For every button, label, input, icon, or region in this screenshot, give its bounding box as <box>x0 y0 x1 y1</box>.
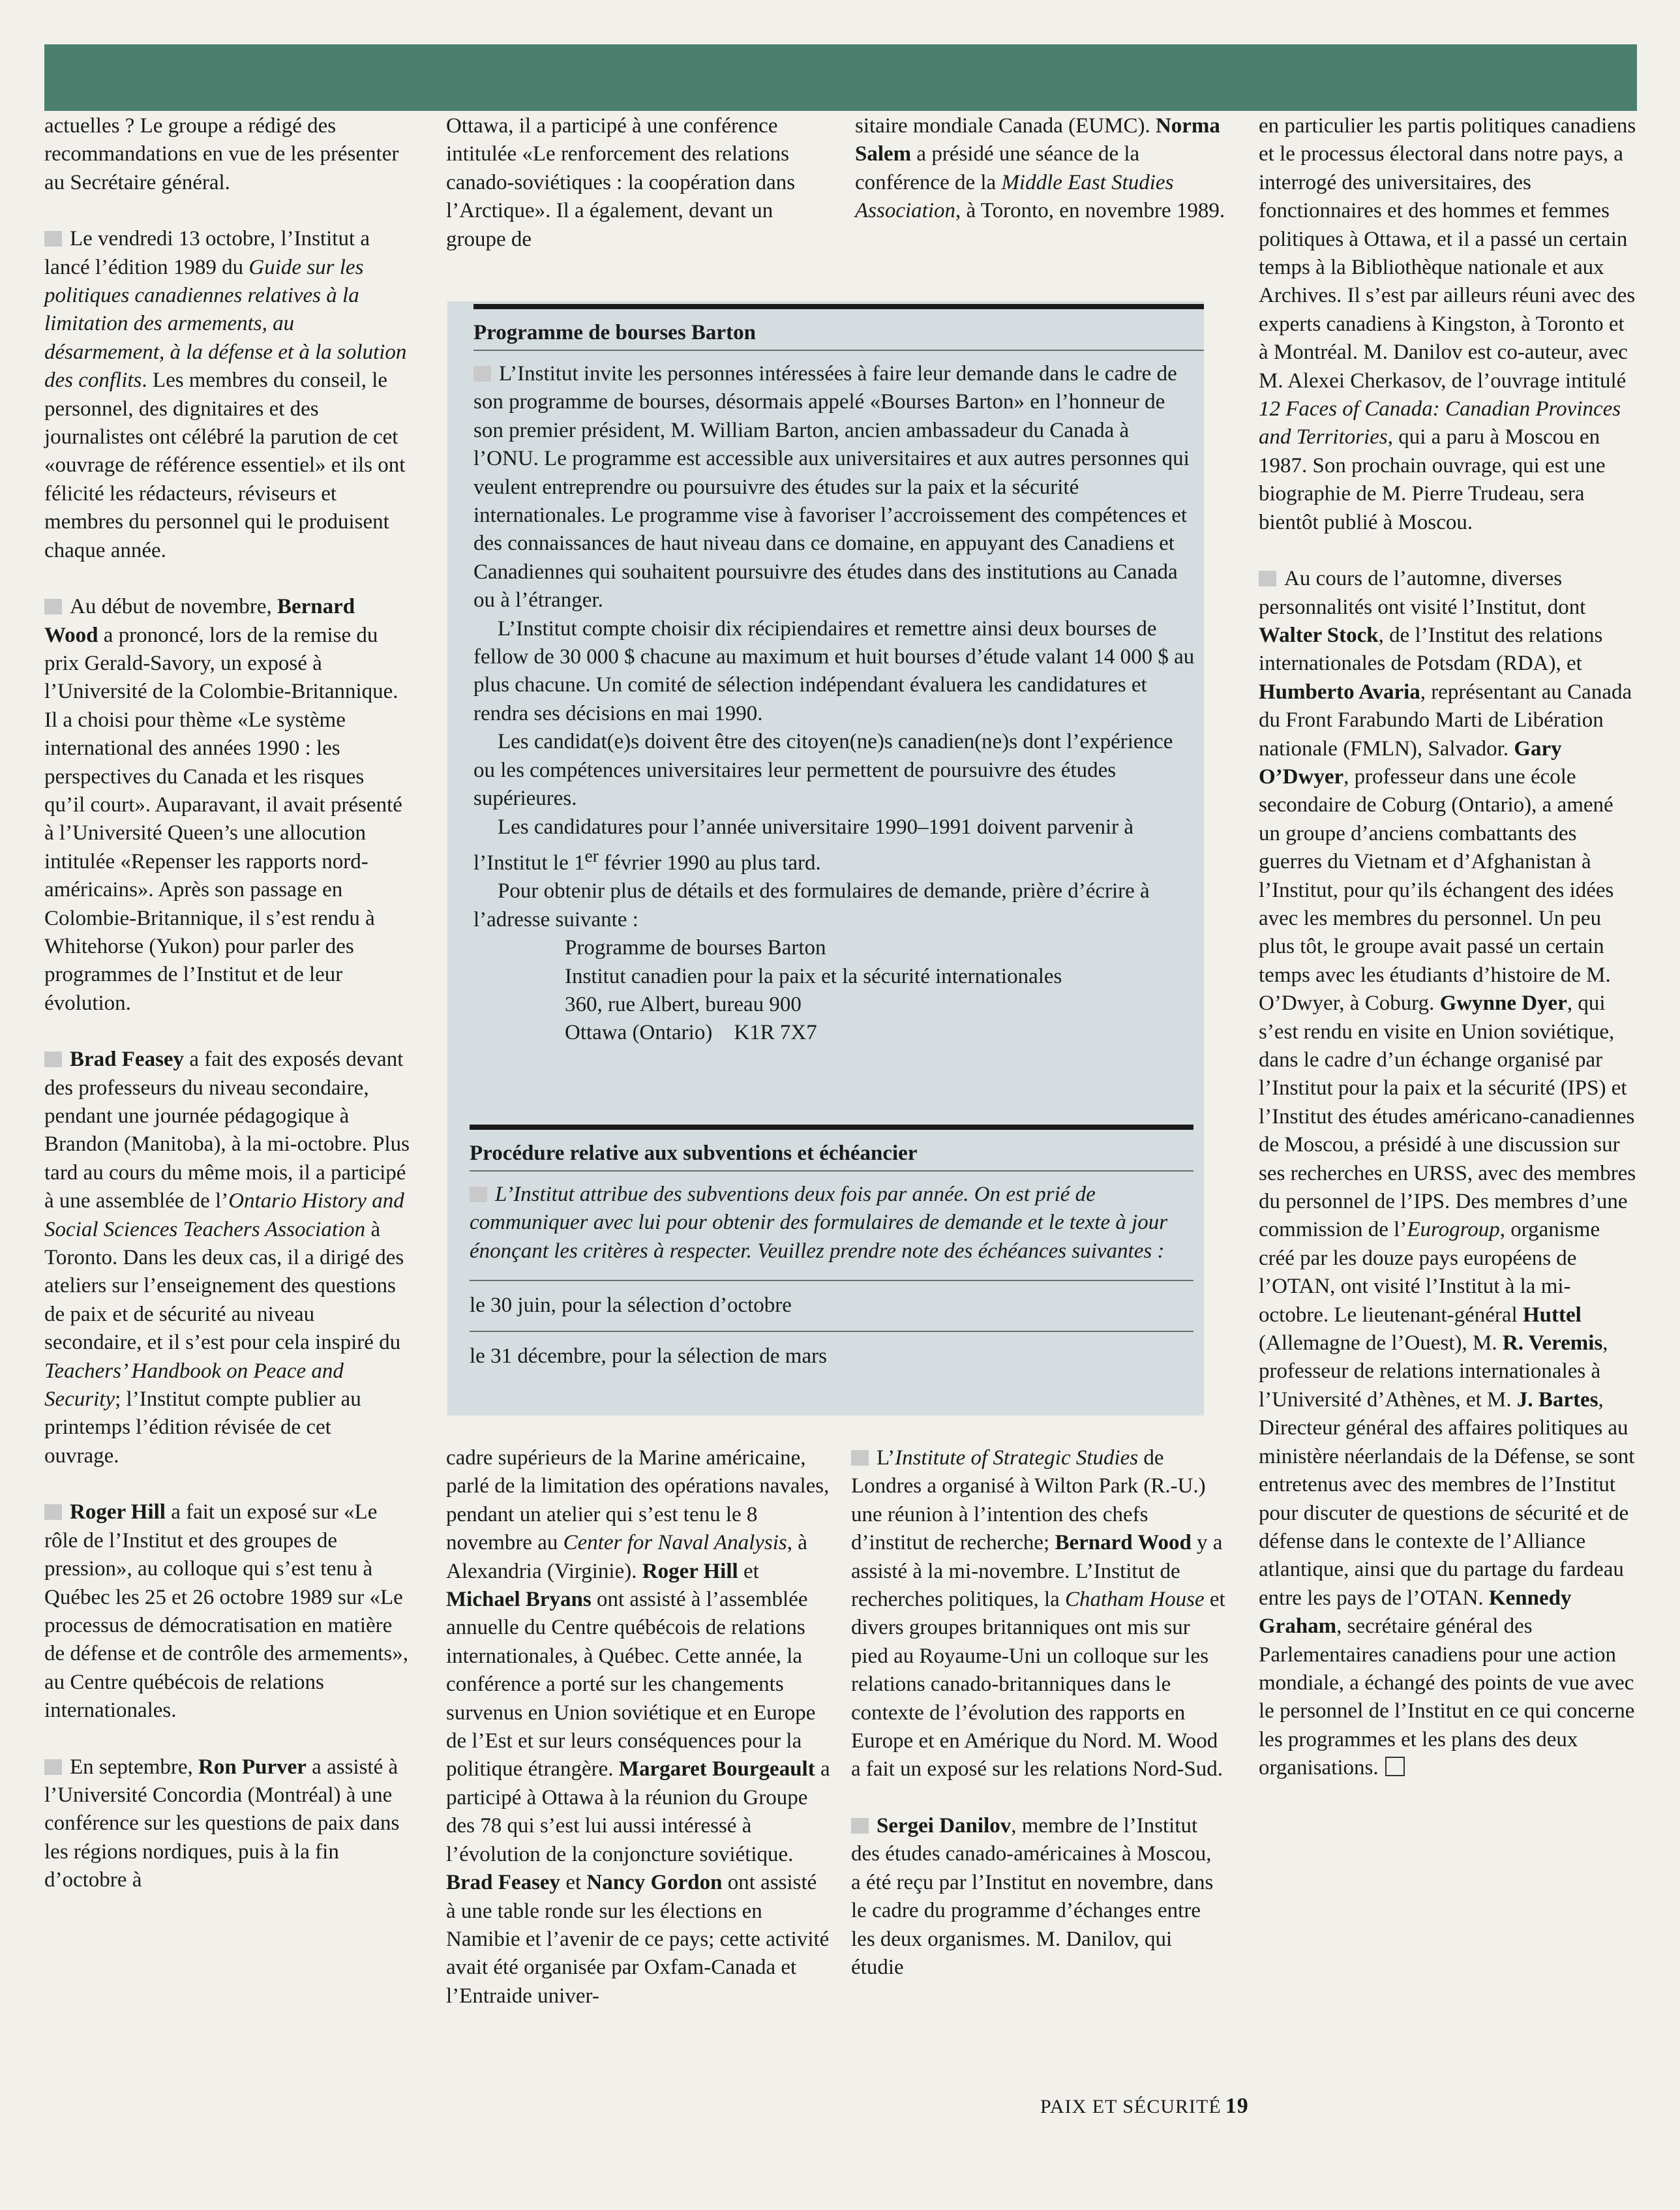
box-title: Programme de bourses Barton <box>473 321 756 344</box>
paragraph-marker-icon <box>470 1187 487 1202</box>
page-number: 19 <box>1225 2094 1249 2118</box>
column-1 <box>44 112 410 1923</box>
paragraph: actuelles ? Le groupe a rédigé des recommandations en vue de les présenter au Secrétaire général. <box>44 114 399 194</box>
paragraph: Brad Feasey a fait des exposés devant des professeurs du niveau secondaire, pendant une journée pédagogique à Brandon (Manitoba), à la mi-octobre. Plus tard au cours du même mois, il a participé à une assemblée de l’Ontario History and Social Sciences Teachers Association à Toronto. Dans les deux cas, il a dirigé des ateliers sur l’enseignement des questions de paix et de sécurité au niveau secondaire, et il s’est pour cela inspiré du Teachers’ Handbook on Peace and Security; l’Institut compte publier au printemps l’édition révisée de cet ouvrage. <box>44 1048 410 1468</box>
paragraph-marker-icon <box>851 1450 869 1466</box>
paragraph: Ottawa, il a participé à une conférence intitulée «Le renforcement des relations canado-soviétiques : la coopération dans l’Arctique». Il a également, devant un groupe de <box>446 114 796 251</box>
paragraph-marker-icon <box>473 366 491 382</box>
barton-program-box <box>447 301 1204 1084</box>
paragraph: Sergei Danilov, membre de l’Institut des études canado-américaines à Moscou, a été reçu par l’Institut en novembre, dans le cadre du programme d’échanges entre les deux organismes. M. Danilov, qui étudie <box>851 1813 1214 1979</box>
paragraph: Pour obtenir plus de détails et des formulaires de demande, prière d’écrire à l’adresse suivante : <box>473 879 1150 931</box>
column-3-top <box>855 112 1227 254</box>
column-2-top <box>446 112 824 282</box>
box-body <box>473 360 1197 1048</box>
column-2-bottom <box>446 1444 831 2038</box>
paragraph: Au cours de l’automne, diverses personnalités ont visité l’Institut, dont Walter Stock, de l’Institut des relations internationales de Potsdam (RDA), et Humberto Avaria, représentant au Canada du Front Farabundo Marti de Libération nationale (FMLN), Salvador. Gary O’Dwyer, professeur dans une école secondaire de Coburg (Ontario), a amené un groupe d’anciens combattants des guerres du Vietnam et d’Afghanistan à l’Institut, pour qu’ils échangent des idées avec les membres du personnel. Un peu plus tôt, le groupe avait passé un certain temps avec les étudiants d’histoire de M. O’Dwyer, à Coburg. Gwynne Dyer, qui s’est rendu en visite en Union soviétique, dans le cadre d’un échange organisé par l’Institut pour la paix et la sécurité (IPS) et l’Institut des études américano-canadiennes de Moscou, a présidé à une discussion sur ses recherches en URSS, avec des membres du personnel de l’IPS. Des membres d’une commission de l’Eurogroup, organisme créé par les douze pays européens de l’OTAN, ont visité l’Institut à la mi-octobre. Le lieutenant-général Huttel (Allemagne de l’Ouest), M. R. Veremis, professeur de relations internationales à l’Université d’Athènes, et M. J. Bartes, Directeur général des affaires politiques au ministère néerlandais de la Défense, se sont entretenus avec des membres de l’Institut pour discuter de questions de sécurité et de défense dans le contexte de l’Alliance atlantique, ainsi que du partage du fardeau entre les pays de l’OTAN. Kennedy Graham, secrétaire général des Parlementaires canadiens pour une action mondiale, a échangé des points de vue avec le personnel de l’Institut en ce qui concerne les programmes et les plans des deux organisations. <box>1259 567 1636 1780</box>
box-title-rule <box>473 350 1204 351</box>
column-4 <box>1259 112 1637 1811</box>
box-top-rule <box>473 304 1204 309</box>
paragraph-marker-icon <box>44 1504 62 1520</box>
paragraph: L’Institut invite les personnes intéressées à faire leur demande dans le cadre de son programme de bourses, désormais appelé «Bourses Barton» en l’honneur de son premier président, M. William Barton, ancien ambassadeur du Canada à l’ONU. Le programme est accessible aux universitaires et aux autres personnes qui veulent entreprendre ou poursuivre des études sur la paix et la sécurité internationales. Le programme vise à favoriser l’accroissement des compétences et des connaissances de haut niveau dans ce domaine, en appuyant des Canadiens et Canadiennes qui souhaitent poursuivre des études dans des institutions au Canada ou à l’étranger. <box>473 362 1190 613</box>
address-line: Programme de bourses Barton <box>565 936 826 960</box>
header-color-band <box>44 44 1637 111</box>
box-body <box>470 1181 1187 1265</box>
end-of-article-square-icon <box>1385 1757 1405 1776</box>
address-line: 360, rue Albert, bureau 900 <box>565 992 802 1016</box>
paragraph-marker-icon <box>44 231 62 247</box>
paragraph: Le vendredi 13 octobre, l’Institut a lancé l’édition 1989 du Guide sur les politiques canadiennes relatives à la limitation des armements, au désarmement, à la défense et à la solution des conflits. Les membres du conseil, le personnel, des dignitaires et des journalistes ont célébré la parution de cet «ouvrage de référence essentiel» et ils ont félicité les rédacteurs, réviseurs et membres du personnel qui le produisent chaque année. <box>44 227 407 562</box>
box-title: Procédure relative aux subventions et échéancier <box>470 1142 918 1165</box>
paragraph: Les candidat(e)s doivent être des citoyen(ne)s canadien(ne)s dont l’expérience ou les compétences universitaires leur permettent de poursuivre des études supérieures. <box>473 730 1173 811</box>
paragraph: Au début de novembre, Bernard Wood a prononcé, lors de la remise du prix Gerald-Savory, un exposé à l’Université de la Colombie-Britannique. Il a choisi pour thème «Le système international des années 1990 : les perspectives du Canada et les risques qu’il court». Auparavant, il avait présenté à l’Université Queen’s une allocution intitulée «Repenser les rapports nord-américains». Après son passage en Colombie-Britannique, il s’est rendu à Whitehorse (Yukon) pour parler des programmes de l’Institut et de leur évolution. <box>44 595 402 1015</box>
paragraph: L’Institut compte choisir dix récipiendaires et remettre ainsi deux bourses de fellow de 30 000 $ chacune au maximum et huit bourses d’étude valant 14 000 $ au plus chacune. Un comité de sélection indépendant évaluera les candidatures et rendra ses décisions en mai 1990. <box>473 616 1195 725</box>
paragraph: L’Institute of Strategic Studies de Londres a organisé à Wilton Park (R.-U.) une réunion à l’intention des chefs d’institut de recherche; Bernard Wood y a assisté à la mi-novembre. L’Institut de recherches politiques, la Chatham House et divers groupes britanniques ont mis sur pied au Royaume-Uni un colloque sur les relations canado-britanniques dans le contexte de l’évolution des rapports en Europe et en Amérique du Nord. M. Wood a fait un exposé sur les relations Nord-Sud. <box>851 1446 1225 1781</box>
paragraph-marker-icon <box>851 1818 869 1834</box>
column-3-bottom <box>851 1444 1226 2010</box>
paragraph-marker-icon <box>44 1052 62 1067</box>
paragraph: cadre supérieurs de la Marine américaine, parlé de la limitation des opérations navales, pendant un atelier qui s’est tenu le 8 novembre au Center for Naval Analysis, à Alexandria (Virginie). Roger Hill et Michael Bryans ont assisté à l’assemblée annuelle du Centre québécois de relations internationales, à Québec. Cette année, la conférence a porté sur les changements survenus en Union soviétique et en Europe de l’Est et sur leurs conséquences pour la politique étrangère. Margaret Bourgeault a participé à Ottawa à la réunion du Groupe des 78 qui s’est lui aussi intéressé à l’évolution de la conjoncture soviétique. Brad Feasey et Nancy Gordon ont assisté à une table ronde sur les élections en Namibie et l’avenir de ce pays; cette activité avait été organisée par Oxfam-Canada et l’Entraide univer- <box>446 1446 830 2008</box>
paragraph: L’Institut attribue des subventions deux fois par année. On est prié de communiquer avec lui pour obtenir des formulaires de demande et le texte à jour énonçant les critères à respecter. Veuillez prendre note des échéances suivantes : <box>470 1183 1168 1263</box>
address-line: Institut canadien pour la paix et la sécurité internationales <box>565 964 1062 988</box>
deadline-row: le 30 juin, pour la sélection d’octobre <box>470 1280 1193 1325</box>
mailing-address <box>565 934 1197 1048</box>
paragraph-marker-icon <box>44 599 62 614</box>
deadline-row: le 31 décembre, pour la sélection de mars <box>470 1331 1193 1376</box>
publication-name: PAIX ET SÉCURITÉ <box>1040 2096 1222 2117</box>
paragraph-marker-icon <box>1259 571 1276 586</box>
paragraph: En septembre, Ron Purver a assisté à l’Université Concordia (Montréal) à une conférence sur les questions de paix dans les régions nordiques, puis à la fin d’octobre à <box>44 1755 400 1892</box>
box-top-rule <box>470 1125 1193 1130</box>
paragraph: Les candidatures pour l’année universitaire 1990–1991 doivent parvenir à l’Institut le 1er février 1990 au plus tard. <box>473 815 1133 875</box>
page-footer <box>1040 2094 1249 2119</box>
address-line: Ottawa (Ontario) K1R 7X7 <box>565 1021 817 1045</box>
paragraph-marker-icon <box>44 1759 62 1775</box>
paragraph: en particulier les partis politiques canadiens et le processus électoral dans notre pays, a interrogé des universitaires, des fonctionnaires et des hommes et femmes politiques à Ottawa, et il a passé un certain temps à la Bibliothèque nationale et aux Archives. Il s’est par ailleurs réuni avec des experts canadiens à Kingston, à Toronto et à Montréal. M. Danilov est co-auteur, avec M. Alexei Cherkasov, de l’ouvrage intitulé 12 Faces of Canada: Canadian Provinces and Territories, qui a paru à Moscou en 1987. Son prochain ouvrage, qui est une biographie de M. Pierre Trudeau, sera bientôt publié à Moscou. <box>1259 114 1636 534</box>
paragraph: sitaire mondiale Canada (EUMC). Norma Salem a présidé une séance de la conférence de la Middle East Studies Association, à Toronto, en novembre 1989. <box>855 114 1225 223</box>
box-title-rule <box>470 1170 1193 1172</box>
paragraph: Roger Hill a fait un exposé sur «Le rôle de l’Institut et des groupes de pression», au colloque qui s’est tenu à Québec les 25 et 26 octobre 1989 sur «Le processus de démocratisation en matière de défense et de contrôle des armements», au Centre québécois de relations internationales. <box>44 1500 409 1723</box>
grant-procedure-box <box>447 1084 1204 1415</box>
